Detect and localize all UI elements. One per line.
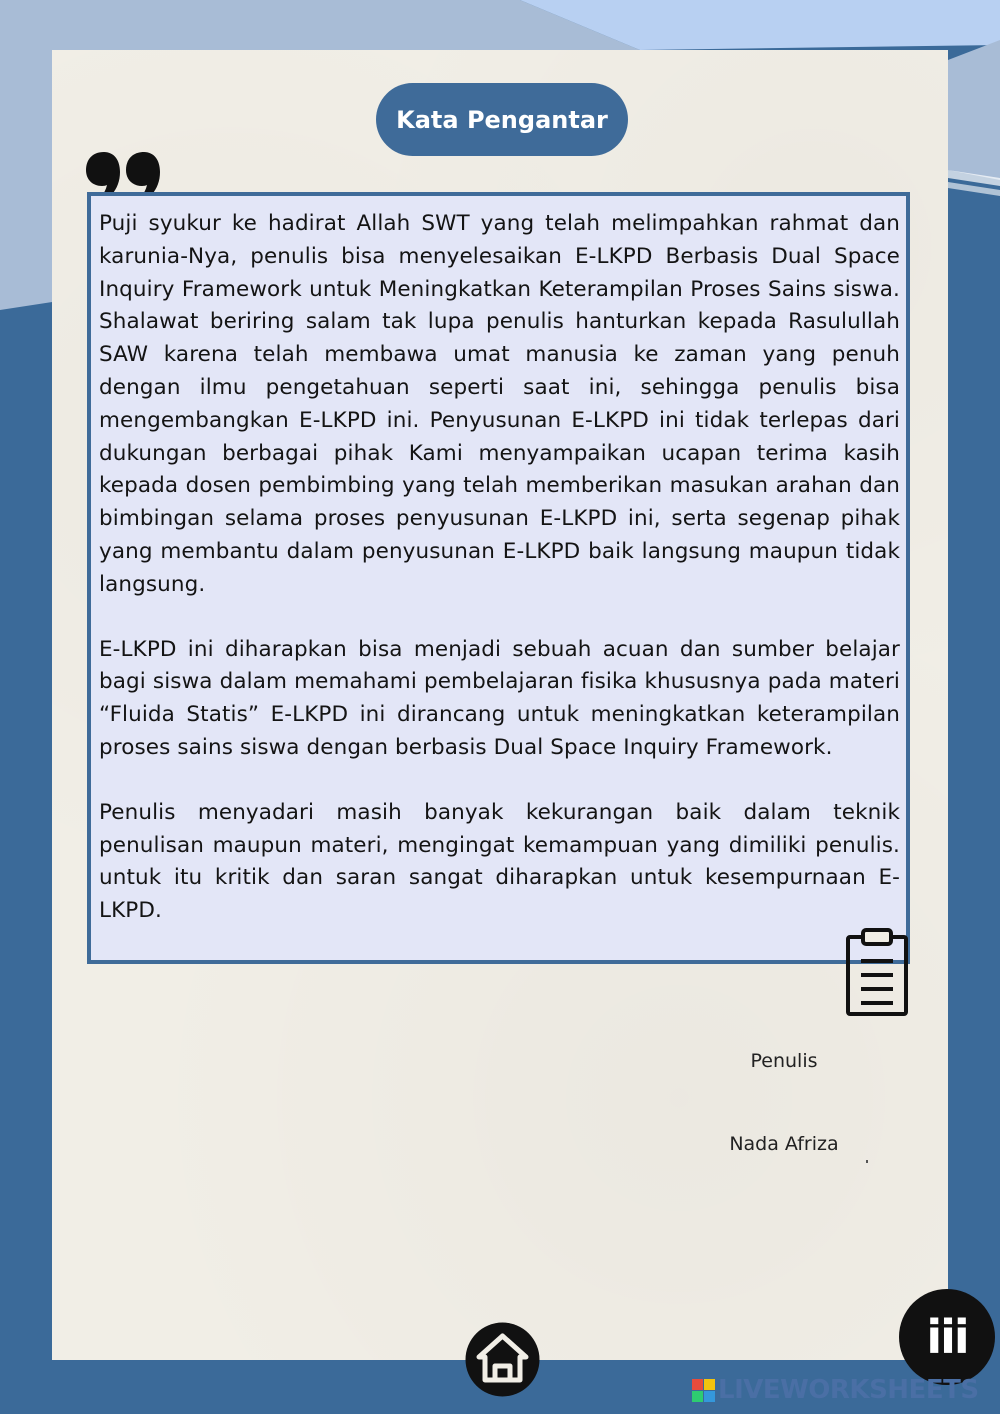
paragraph-1: Puji syukur ke hadirat Allah SWT yang telah melimpahkan rahmat dan karunia-Nya, penulis bisa menyelesaikan E-LKPD Berbasis Dual Space Inquiry Framework untuk Meningkatkan Keterampilan Proses Sains siswa. Shalawat beriring salam tak lupa penulis hanturkan kepada Rasulullah SAW karena telah membawa umat manusia ke zaman yang penuh dengan ilmu pengetahuan seperti saat ini, sehingga penulis bisa mengembangkan E-LKPD ini. Penyusunan E-LKPD ini tidak terlepas dari dukungan berbagai pihak Kami menyampaikan ucapan terima kasih kepada dosen pembimbing yang telah memberikan masukan arahan dan bimbingan selama proses penyusunan E-LKPD ini, serta segenap pihak yang membantu dalam penyusunan E-LKPD baik langsung maupun tidak langsung. (99, 211, 900, 597)
tile-l (692, 1379, 703, 1390)
tile-i (704, 1379, 715, 1390)
foreword-text-box (87, 192, 910, 964)
decorative-dot (866, 1160, 868, 1163)
tile-v (692, 1391, 703, 1402)
signature-role: Penulis (750, 1050, 818, 1072)
home-button[interactable] (465, 1322, 540, 1397)
paragraph-3: Penulis menyadari masih banyak kekurangan baik dalam teknik penulisan maupun materi, mengingat kemampuan yang dimiliki penulis. untuk itu kritik dan saran sangat diharapkan untuk kesempurnaan E-LKPD. (99, 799, 900, 924)
menu-button[interactable] (899, 1289, 995, 1385)
liveworksheets-logo-tiles (692, 1379, 715, 1402)
menu-icon: iii (926, 1310, 968, 1364)
page-title: Kata Pengantar (376, 83, 628, 156)
clipboard-icon (845, 927, 909, 1017)
paragraph-2: E-LKPD ini diharapkan bisa menjadi sebuah acuan dan sumber belajar bagi siswa dalam memahami pembelajaran fisika khususnya pada materi “Fluida Statis” E-LKPD ini dirancang untuk meningkatkan keterampilan proses sains siswa dengan berbasis Dual Space Inquiry Framework. (99, 636, 900, 760)
tile-e (704, 1391, 715, 1402)
liveworksheets-brand: LIVEWORKSHEETS (718, 1375, 979, 1405)
liveworksheets-watermark (692, 1374, 979, 1406)
signature-name: Nada Afriza (729, 1133, 839, 1155)
